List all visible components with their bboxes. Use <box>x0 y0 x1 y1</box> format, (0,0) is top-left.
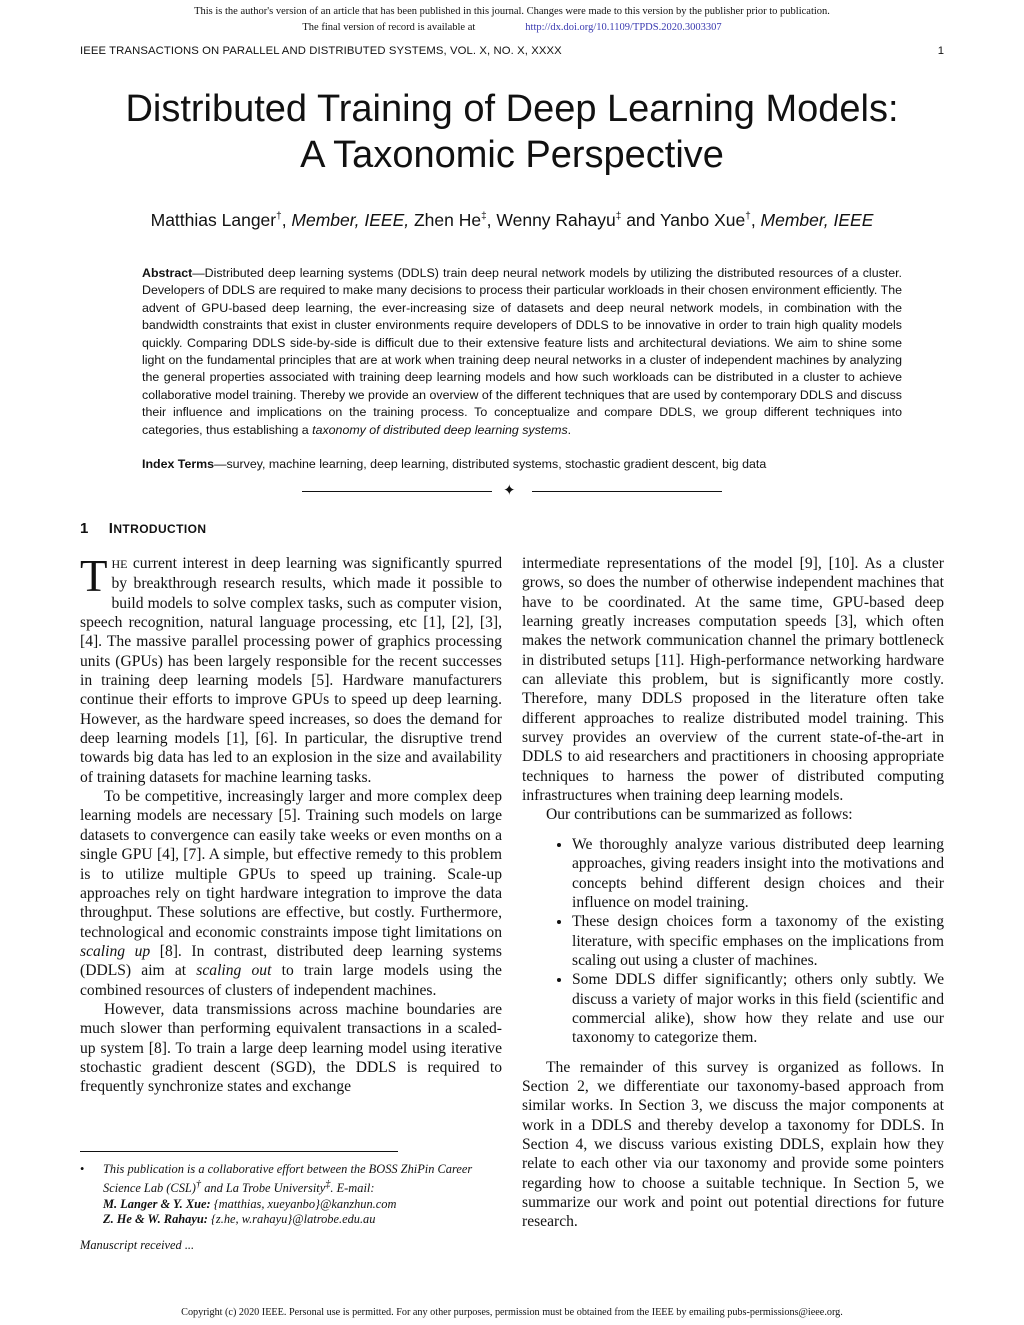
separator-right <box>532 491 722 492</box>
abstract-emphasis: taxonomy of distributed deep learning systems <box>312 422 568 437</box>
paragraph-text: to train large models using the combined resources of clusters of independent machines. <box>80 962 502 999</box>
index-terms <box>142 457 902 471</box>
copyright-notice: Copyright (c) 2020 IEEE. Personal use is permitted. For any other purposes, permission must be obtained from the IEEE by emailing pubs-permissions@ieee.org. <box>181 1307 843 1318</box>
abstract <box>142 265 902 439</box>
abstract-end: . <box>567 422 572 437</box>
version-notice <box>0 22 1024 33</box>
index-terms-label: Index Terms <box>142 457 215 471</box>
emphasis: scaling up <box>80 942 151 960</box>
diamond-ornament-icon: ✦ <box>503 481 516 499</box>
paragraph-text: To be competitive, increasingly larger and more complex deep learning models are necessary [5]. Training such models on large datasets to convergence can easily take weeks or even months on a single GPU [4], [7]. A simple, but effective remedy to this problem is to utilize multiple GPUs to speed up training. Scale-up approaches rely on tight hardware integration to improve the data throughput. These solutions are effective, but costly. Furthermore, technological and economic constraints impose tight limitations on <box>80 788 502 941</box>
drop-cap: T <box>80 551 108 601</box>
affiliation-mark: † <box>276 211 282 223</box>
running-head: IEEE TRANSACTIONS ON PARALLEL AND DISTRIBUTED SYSTEMS, VOL. X, NO. X, XXXX <box>80 45 562 57</box>
and-word: and <box>626 210 656 230</box>
list-item: • These design choices form a taxonomy of the existing literature, with specific emphases on the implications from scaling out using a cluster of machines. <box>572 912 944 970</box>
footnote-emails[interactable]: {matthias, xueyanbo}@kanzhun.com <box>210 1196 397 1211</box>
section-number: 1 <box>80 520 89 537</box>
paragraph: However, data transmissions across machine boundaries are much slower than performing equivalent transactions in a scaled-up system [8]. To train a large deep learning model using iterative stochastic gradient descent (SGD), the DDLS is required to frequently synchronize states and exchange <box>80 1000 502 1096</box>
paper-title <box>0 86 1024 178</box>
list-item: • Some DDLS differ significantly; others only subtly. We discuss a variety of major works in this field (scientific and commercial alike), show how they relate and use our taxonomy to categorize them. <box>572 970 944 1047</box>
author-name: Matthias Langer <box>150 210 277 230</box>
publication-notice: This is the author's version of an article that has been published in this journal. Changes were made to this version by the publisher prior to publication. <box>194 6 830 17</box>
footnote-text: This publication is a collaborative effort between the BOSS ZhiPin Career Science Lab (CSL) <box>103 1162 473 1196</box>
paragraph <box>80 551 502 787</box>
page-number: 1 <box>937 45 944 57</box>
manuscript-received: Manuscript received ... <box>80 1237 195 1252</box>
author-name: Zhen He <box>413 210 482 230</box>
section-heading <box>80 520 206 537</box>
paragraph: Our contributions can be summarized as follows: <box>546 806 853 824</box>
contributions-list <box>522 835 944 1048</box>
right-column <box>522 554 944 1232</box>
footnote-names: M. Langer & Y. Xue: <box>103 1196 211 1211</box>
paragraph: The remainder of this survey is organized as follows. In Section 2, we differentiate our taxonomy-based approach from similar works. In Section 3, we discuss the major components at work in a DDLS and thereby develop a taxonomy for DDLS. In Section 4, we discuss various existing DDLS, explain how they relate to each other via our taxonomy and provide some pointers regarding how to choose a suitable technique. In Section 5, we summarize our work and point out potential directions for future research. <box>522 1058 944 1231</box>
separator-left <box>302 491 492 492</box>
footnote-text: . E-mail: <box>330 1181 375 1196</box>
author-role: Member, IEEE, <box>291 210 410 230</box>
footnote-names: Z. He & W. Rahayu: <box>103 1212 208 1227</box>
affiliation-mark: ‡ <box>615 211 622 223</box>
section-title-rest: NTRODUCTION <box>113 522 207 536</box>
footnote-rule <box>80 1151 398 1152</box>
left-column <box>80 551 503 1097</box>
doi-link[interactable]: http://dx.doi.org/10.1109/TPDS.2020.3003307 <box>525 22 722 33</box>
abstract-label: Abstract <box>142 266 193 280</box>
paragraph-text: [8]. In contrast, distributed deep learning systems (DDLS) aim at <box>80 942 503 980</box>
affiliation-mark: ‡ <box>325 1179 331 1191</box>
title-line-2: A Taxonomic Perspective <box>300 134 724 176</box>
bullet-icon: • <box>80 1162 85 1176</box>
emphasis: scaling out <box>196 962 272 980</box>
author-name: Yanbo Xue <box>659 210 746 230</box>
author-name: Wenny Rahayu <box>496 210 616 230</box>
version-notice-text: The final version of record is available at <box>302 22 476 33</box>
affiliation-mark: † <box>195 1179 202 1191</box>
title-line-1: Distributed Training of Deep Learning Models: <box>125 88 899 130</box>
affiliation-mark: † <box>745 211 751 223</box>
paragraph-text: current interest in deep learning was significantly spurred by breakthrough research results, which made it possible to build models to solve complex tasks, such as computer vision, speech recognition, natural language processing, etc [1], [2], [3], [4]. The massive parallel processing power of graphics processing units (GPUs) has been largely responsible for the recent successes in training deep learning models [5]. Hardware manufacturers continue their efforts to improve GPUs to speed up deep learning. However, as the hardware speed increases, so does the demand for deep learning models [1], [6]. In particular, the disruptive trend towards big data has led to an explosion in the size and availability of training datasets for machine learning tasks. <box>80 555 502 786</box>
abstract-text: —Distributed deep learning systems (DDLS) train deep neural network models by utilizing the distributed resources of a cluster. Developers of DDLS are required to make many decisions to process their particular workloads in their chosen environment efficiently. The advent of GPU-based deep learning, the ever-increasing size of datasets and deep neural network models, in combination with the bandwidth constraints that exist in cluster environments require developers of DDLS to be innovative in order to train high quality models quickly. Comparing DDLS side-by-side is difficult due to their extensive feature lists and architectural deviations. We aim to shine some light on the fundamental principles that are at work when training deep neural networks in a cluster of independent machines by analyzing the general properties associated with training deep learning models and how such workloads can be distributed in a cluster to achieve collaborative model training. Thereby we provide an overview of the different techniques that are used by contemporary DDLS and discuss their influence and implications on the training process. To conceptualize and compare DDLS, we group different techniques into categories, thus establishing a <box>142 266 902 437</box>
index-terms-text: —survey, machine learning, deep learning, distributed systems, stochastic gradient descent, big data <box>214 457 767 471</box>
footnote <box>80 1162 502 1253</box>
small-caps-lead: HE <box>111 557 128 571</box>
affiliation-mark: ‡ <box>481 211 487 223</box>
author-list: Matthias Langer†, Member, IEEE, Zhen He‡, Wenny Rahayu‡ and Yanbo Xue†, Member, IEEE <box>150 210 874 230</box>
list-item: • We thoroughly analyze various distributed deep learning approaches, giving readers insight into the motivations and concepts behind different design choices and their influence on model training. <box>572 835 944 912</box>
paragraph <box>80 787 502 1000</box>
author-role: Member, IEEE <box>760 210 874 230</box>
section-title-initial: I <box>108 520 114 537</box>
footnote-emails[interactable]: {z.he, w.rahayu}@latrobe.edu.au <box>207 1212 376 1227</box>
footnote-text: and La Trobe University <box>201 1181 326 1196</box>
paragraph: intermediate representations of the model [9], [10]. As a cluster grows, so does the number of otherwise independent machines that have to be coordinated. At the same time, GPU-based deep learning greatly increases computation speeds [3], which often makes the network communication channel the primary bottleneck in distributed setups [11]. High-performance networking hardware can alleviate this problem, but is significantly more costly. Therefore, many DDLS proposed in the literature often take different approaches to realize distributed model training. This survey provides an overview of the current state-of-the-art in DDLS to aid researchers and practitioners in choosing appropriate techniques to harness the power of distributed computing infrastructures when training deep learning models. <box>522 555 944 805</box>
